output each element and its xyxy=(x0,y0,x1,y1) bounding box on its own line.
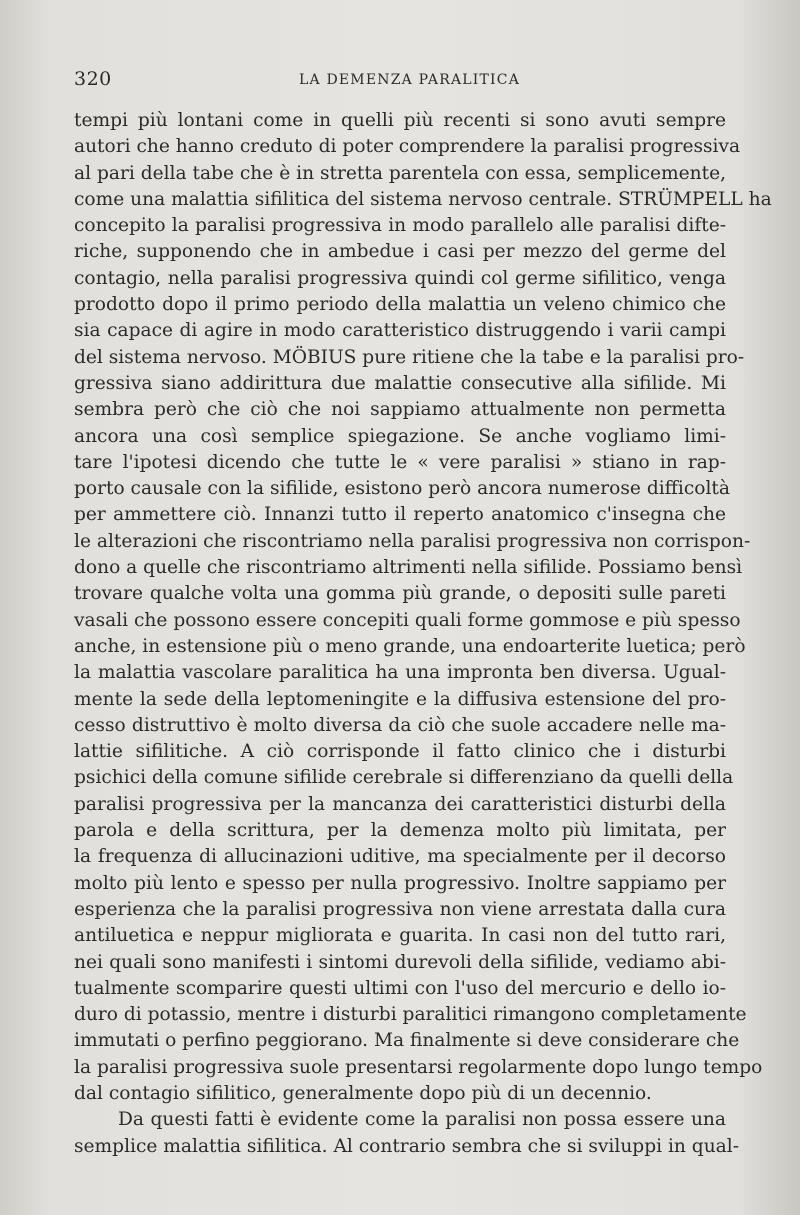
text-line: immutati o perfino peggiorano. Ma finalmente si deve considerare che xyxy=(74,1030,740,1052)
text-line: la frequenza di allucinazioni uditive, ma specialmente per il decorso xyxy=(74,846,726,868)
text-line: tare l'ipotesi dicendo che tutte le « vere paralisi » stiano in rap- xyxy=(74,451,726,473)
text-line: molto più lento e spesso per nulla progressivo. Inoltre sappiamo per xyxy=(74,872,726,894)
text-line: esperienza che la paralisi progressiva non viene arrestata dalla cura xyxy=(74,898,726,920)
text-line: come una malattia sifilitica del sistema nervoso centrale. STRÜMPELL ha xyxy=(74,188,772,210)
text-line: semplice malattia sifilitica. Al contrario sembra che si sviluppi in qual- xyxy=(74,1135,739,1157)
text-line: duro di potassio, mentre i disturbi paralitici rimangono completamente xyxy=(74,1004,747,1026)
text-line: lattie sifilitiche. A ciò corrisponde il fatto clinico che i disturbi xyxy=(74,741,726,763)
text-line: ancora una così semplice spiegazione. Se anche vogliamo limi- xyxy=(74,425,726,447)
text-line: contagio, nella paralisi progressiva quindi col germe sifilitico, venga xyxy=(74,267,726,289)
text-line: parola e della scrittura, per la demenza molto più limitata, per xyxy=(74,820,726,842)
text-line: al pari della tabe che è in stretta parentela con essa, semplicemente, xyxy=(74,162,726,184)
page-header xyxy=(74,68,734,98)
text-line: prodotto dopo il primo periodo della malattia un veleno chimico che xyxy=(74,294,726,316)
running-title: LA DEMENZA PARALITICA xyxy=(299,72,521,88)
text-line: sia capace di agire in modo caratteristico distruggendo i varii campi xyxy=(74,320,726,342)
paragraph xyxy=(74,1107,739,1160)
text-line: antiluetica e neppur migliorata e guarita. In casi non del tutto rari, xyxy=(74,925,726,947)
text-line: mente la sede della leptomeningite e la diffusiva estensione del pro- xyxy=(74,688,726,710)
body-text xyxy=(74,108,772,1160)
text-line: paralisi progressiva per la mancanza dei caratteristici disturbi della xyxy=(74,793,726,815)
text-line: autori che hanno creduto di poter comprendere la paralisi progressiva xyxy=(74,136,741,158)
text-line: vasali che possono essere concepiti quali forme gommose e più spesso xyxy=(74,609,741,631)
text-line: dono a quelle che riscontriamo altrimenti nella sifilide. Possiamo bensì xyxy=(74,557,743,579)
text-line: porto causale con la sifilide, esistono però ancora numerose difficoltà xyxy=(74,478,730,500)
text-line: le alterazioni che riscontriamo nella paralisi progressiva non corrispon- xyxy=(74,530,751,552)
text-line: del sistema nervoso. MÖBIUS pure ritiene che la tabe e la paralisi pro- xyxy=(74,346,745,368)
text-line: trovare qualche volta una gomma più grande, o depositi sulle pareti xyxy=(74,583,726,605)
text-line: concepito la paralisi progressiva in modo parallelo alle paralisi difte- xyxy=(74,215,726,237)
text-line: dal contagio sifilitico, generalmente dopo più di un decennio. xyxy=(74,1082,652,1104)
text-line: Da questi fatti è evidente come la paralisi non possa essere una xyxy=(118,1109,726,1131)
text-line: cesso distruttivo è molto diversa da ciò che suole accadere nelle ma- xyxy=(74,714,726,736)
text-line: gressiva siano addirittura due malattie consecutive alla sifilide. Mi xyxy=(74,372,726,394)
text-line: nei quali sono manifesti i sintomi durevoli della sifilide, vediamo abi- xyxy=(74,951,726,973)
paragraph xyxy=(74,108,772,1107)
page-number: 320 xyxy=(74,68,112,90)
text-line: anche, in estensione più o meno grande, una endoarterite luetica; però xyxy=(74,635,746,657)
text-line: per ammettere ciò. Innanzi tutto il reperto anatomico c'insegna che xyxy=(74,504,726,526)
text-line: la malattia vascolare paralitica ha una impronta ben diversa. Ugual- xyxy=(74,662,726,684)
text-line: la paralisi progressiva suole presentarsi regolarmente dopo lungo tempo xyxy=(74,1056,763,1078)
text-line: tualmente scomparire questi ultimi con l'uso del mercurio e dello io- xyxy=(74,977,726,999)
text-line: sembra però che ciò che noi sappiamo attualmente non permetta xyxy=(74,399,726,421)
text-line: psichici della comune sifilide cerebrale si differenziano da quelli della xyxy=(74,767,734,789)
text-line: riche, supponendo che in ambedue i casi per mezzo del germe del xyxy=(74,241,726,263)
text-line: tempi più lontani come in quelli più recenti si sono avuti sempre xyxy=(74,110,726,131)
